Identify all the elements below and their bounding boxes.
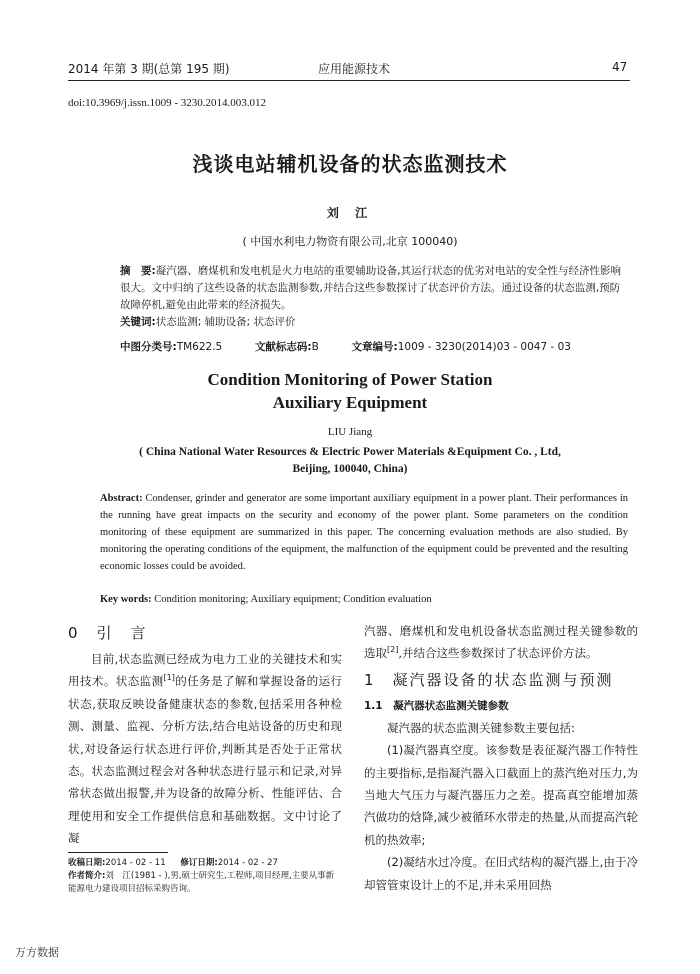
- author-bio-label: 作者简介:: [68, 870, 106, 881]
- section-heading-condenser: 1 凝汽器设备的状态监测与预测: [364, 670, 614, 689]
- section-heading-introduction: 0 引 言: [68, 624, 148, 642]
- page-number: 47: [612, 60, 628, 74]
- body-column-right: [364, 620, 638, 896]
- body-paragraph: [68, 648, 342, 850]
- citation-2: [2]: [387, 645, 399, 655]
- author-chinese: 刘 江: [326, 206, 374, 220]
- title-english: [0, 368, 700, 414]
- list-item: (2)凝结水过冷度。在旧式结构的凝汽器上,由于冷却管管束设计上的不足,并未采用回热: [364, 855, 638, 892]
- continued-text-b: ,并结合这些参数探讨了状态评价方法。: [398, 646, 598, 661]
- footnote: [68, 857, 342, 896]
- affiliation-en-line-1: ( China National Water Resources & Electric Power Materials &Equipment Co. , Ltd,: [139, 446, 561, 458]
- keywords-en-text: Condition monitoring; Auxiliary equipment; Condition evaluation: [154, 594, 432, 605]
- title-en-line-2: Auxiliary Equipment: [272, 393, 428, 412]
- body-paragraph: [364, 620, 638, 665]
- affiliation-chinese: ( 中国水利电力物资有限公司,北京 100040): [242, 235, 458, 248]
- class-number-label: 中图分类号:: [120, 341, 177, 353]
- revised-date: 2014 - 02 - 27: [217, 857, 278, 868]
- abstract-chinese: [100, 263, 628, 331]
- doc-code-label: 文献标志码:: [254, 341, 312, 353]
- title-en-line-1: Condition Monitoring of Power Station: [207, 370, 493, 389]
- intro-text-a: 目前,状态监测已经成为电力工业的关键技术和实用技术。状态监测: [68, 652, 342, 689]
- footnote-rule: [68, 852, 168, 853]
- header-rule: [68, 80, 630, 81]
- running-header-journal: 应用能源技术: [318, 62, 391, 76]
- revised-label: 修订日期:: [180, 857, 218, 868]
- article-number-value: 1009 - 3230(2014)03 - 0047 - 03: [397, 341, 571, 353]
- title-chinese: 浅谈电站辅机设备的状态监测技术: [192, 152, 508, 176]
- received-date: 2014 - 02 - 11: [105, 857, 166, 868]
- abstract-english: [100, 490, 628, 575]
- list-item: (1)凝汽器真空度。该参数是表征凝汽器工作特性的主要指标,是指凝汽器入口截面上的蒸汽绝对压力,为当地大气压力与凝汽器压力之差。提高真空能增加蒸汽做功的焓降,减少被循环水带走的热量,从而提高汽轮机的热效率;: [364, 743, 638, 847]
- abstract-en-text: Condenser, grinder and generator are some important auxiliary equipment in a power plant. Their performances in the running have great impacts on the security and economy of the power plant. Some parameters on the condition monitoring of these equipment are summarized in this paper. The concerning evaluation methods are also studied. By monitoring the operating conditions of the equipment, the malfunction of the equipment could be prevented and the resulting economic losses could be avoided.: [100, 493, 628, 572]
- keywords-en-label: Key words:: [100, 594, 152, 605]
- received-label: 收稿日期:: [68, 857, 106, 868]
- running-header-issue: 2014 年第 3 期(总第 195 期): [68, 62, 230, 76]
- body-paragraph: 凝汽器的状态监测关键参数主要包括:: [387, 720, 575, 735]
- keywords-cn-label: 关键词:: [120, 316, 156, 328]
- watermark: 万方数据: [15, 946, 59, 959]
- body-column-left: [68, 620, 342, 896]
- abstract-cn-label: 摘 要:: [120, 265, 156, 277]
- class-number-value: TM622.5: [176, 341, 223, 353]
- citation-1: [1]: [163, 673, 175, 683]
- author-bio: 刘 江(1981 - ),男,硕士研究生,工程师,项目经理,主要从事新能源电力建设项目招标采购咨询。: [68, 870, 335, 894]
- abstract-cn-text: 凝汽器、磨煤机和发电机是火力电站的重要辅助设备,其运行状态的优劣对电站的安全性与经济性影响很大。文中归纳了这些设备的状态监测参数,并结合这些参数探讨了状态评价方法。通过设备的状态监测,预防故障停机,避免由此带来的经济损失。: [120, 265, 622, 311]
- keywords-chinese: [100, 314, 628, 331]
- subsection-heading: 1.1 凝汽器状态监测关键参数: [364, 699, 509, 712]
- continued-text-a: 汽器、磨煤机和发电机设备状态监测过程关键参数的选取: [364, 624, 638, 661]
- classification-row: [120, 339, 630, 354]
- keywords-english: [100, 594, 628, 605]
- keywords-cn-text: 状态监测; 辅助设备; 状态评价: [155, 316, 296, 328]
- doc-code-value: B: [311, 341, 319, 353]
- abstract-en-label: Abstract:: [100, 493, 143, 504]
- intro-text-b: 的任务是了解和掌握设备的运行状态,获取反映设备健康状态的参数,包括采用各种检测、测量、监视、分析方法,结合电站设备的历史和现状,对设备运行状态进行评价,判断其是否处于正常状态。状态监测过程会对各种状态进行显示和记录,对异常状态做出报警,并为设备的故障分析、性能评估、合理使用和安全工作提供信息和基础数据。文中讨论了凝: [68, 674, 343, 846]
- affiliation-english: [100, 444, 600, 478]
- author-english: LIU Jiang: [327, 426, 373, 438]
- article-number-label: 文章编号:: [351, 341, 398, 353]
- affiliation-en-line-2: Beijing, 100040, China): [292, 463, 408, 475]
- doi: doi:10.3969/j.issn.1009 - 3230.2014.003.012: [68, 97, 267, 109]
